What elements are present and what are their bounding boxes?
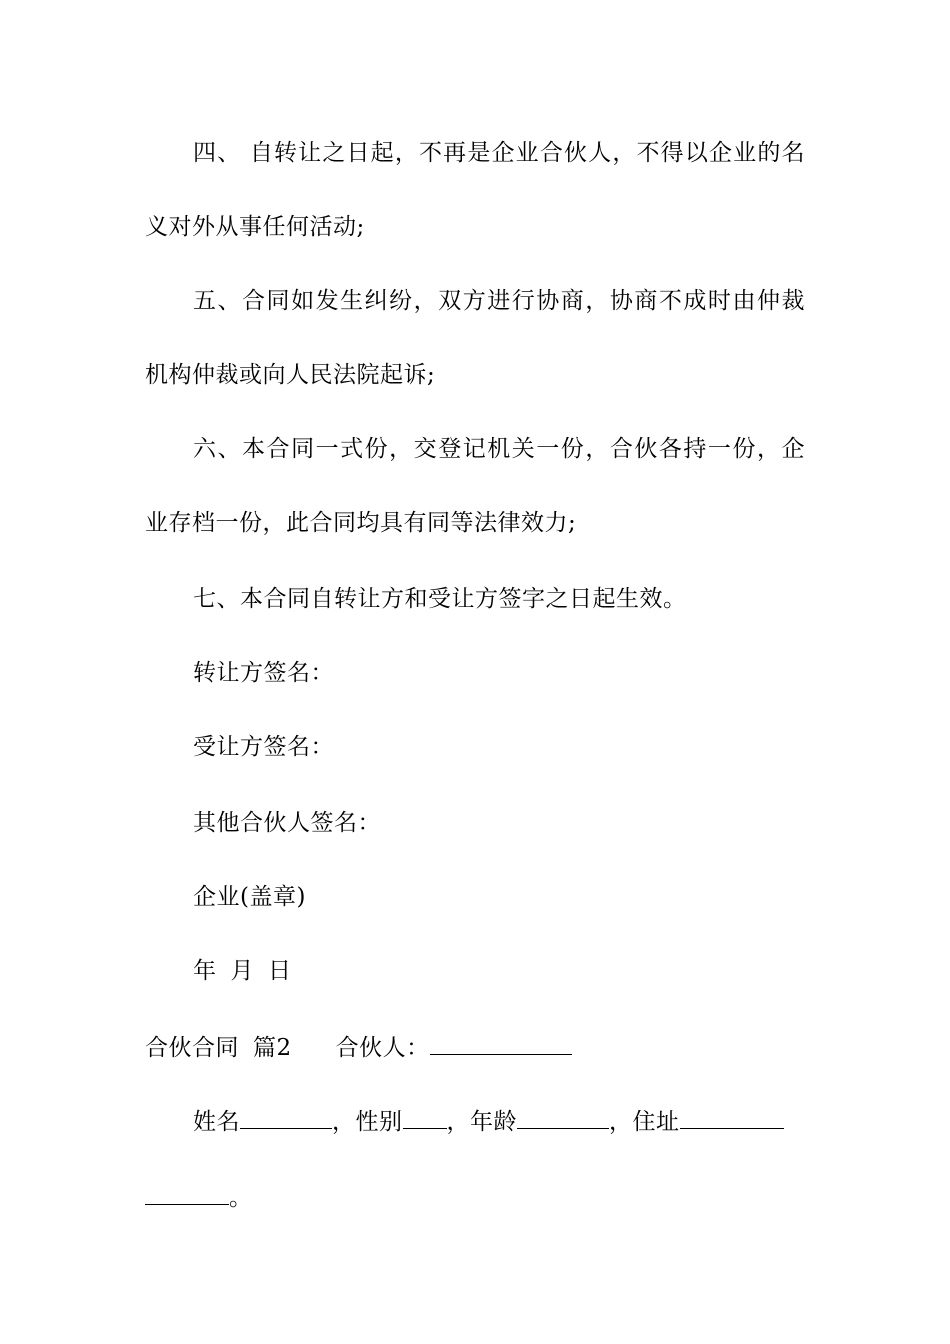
section-2-number: 篇2 xyxy=(253,1035,292,1061)
clause-6-line-1: 六、本合同一式份，交登记机关一份，合伙各持一份，企 xyxy=(193,436,805,462)
section-2-title: 合伙合同 xyxy=(145,1035,239,1061)
transferee-signature-label: 受让方签名： xyxy=(193,734,334,760)
date-year: 年 xyxy=(193,958,217,984)
date-day: 日 xyxy=(268,958,292,984)
partner-label: 合伙人： xyxy=(335,1035,430,1061)
company-seal-label: 企业(盖章) xyxy=(193,884,306,910)
date-month: 月 xyxy=(230,958,254,984)
gender-blank xyxy=(403,1106,447,1129)
other-partners-signature-label: 其他合伙人签名： xyxy=(193,810,381,836)
clause-7: 七、本合同自转让方和受让方签字之日起生效。 xyxy=(193,586,687,612)
address-label: ，住址 xyxy=(609,1109,680,1135)
name-blank xyxy=(240,1106,332,1129)
address-blank-1 xyxy=(680,1106,784,1129)
clause-6-line-2: 业存档一份，此合同均具有同等法律效力; xyxy=(145,510,577,536)
age-label: ，年龄 xyxy=(446,1109,517,1135)
clause-5-line-1: 五、合同如发生纠纷，双方进行协商，协商不成时由仲裁 xyxy=(193,288,805,314)
clause-4-line-2: 义对外从事任何活动; xyxy=(145,214,365,240)
clause-5-line-2: 机构仲裁或向人民法院起诉; xyxy=(145,362,436,388)
address-end: 。 xyxy=(229,1185,253,1211)
clause-4-line-1: 四、 自转让之日起，不再是企业合伙人，不得以企业的名 xyxy=(193,140,805,166)
date-line xyxy=(193,956,805,986)
age-blank xyxy=(517,1106,609,1129)
name-label: 姓名 xyxy=(193,1109,240,1135)
gender-label: ，性别 xyxy=(332,1109,403,1135)
transferor-signature-label: 转让方签名： xyxy=(193,660,334,686)
partner-info-line xyxy=(193,1106,805,1137)
section-2-header xyxy=(145,1032,805,1063)
partner-blank xyxy=(430,1032,572,1055)
address-blank-2 xyxy=(145,1182,229,1205)
address-continuation-line xyxy=(145,1182,805,1213)
